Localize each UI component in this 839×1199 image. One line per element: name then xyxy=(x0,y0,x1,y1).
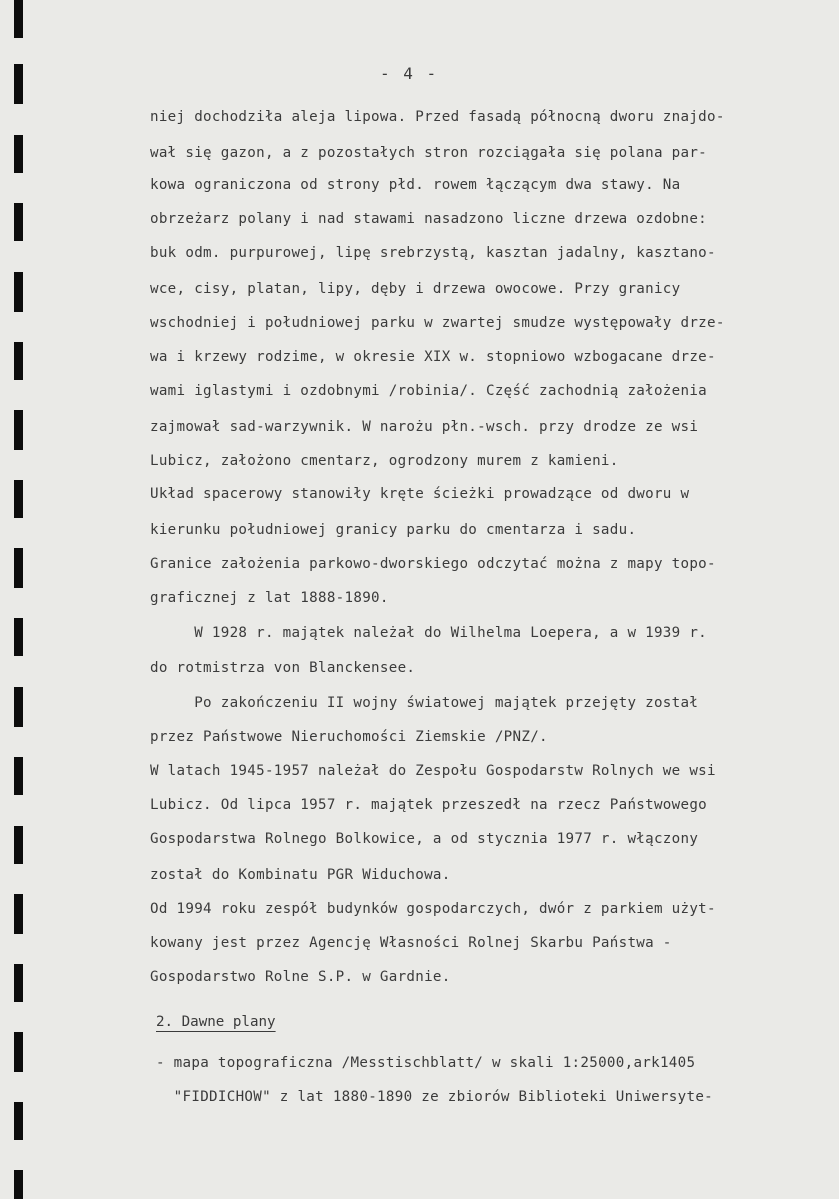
text-line: przez Państwowe Nieruchomości Ziemskie /PNZ/. xyxy=(150,729,548,745)
list-item: "FIDDICHOW" z lat 1880-1890 ze zbiorów Biblioteki Uniwersyte- xyxy=(156,1089,714,1105)
binding-mark xyxy=(14,894,23,934)
text-line: Granice założenia parkowo-dworskiego odczytać można z mapy topo- xyxy=(150,556,716,572)
text-line: kierunku południowej granicy parku do cmentarza i sadu. xyxy=(150,522,637,538)
list-item: - mapa topograficzna /Messtischblatt/ w skali 1:25000,ark1405 xyxy=(156,1055,696,1071)
text-line: W 1928 r. majątek należał do Wilhelma Loepera, a w 1939 r. xyxy=(150,625,708,641)
text-line: wce, cisy, platan, lipy, dęby i drzewa owocowe. Przy granicy xyxy=(150,281,681,297)
binding-mark xyxy=(14,0,23,38)
binding-mark xyxy=(14,964,23,1002)
text-line: wschodniej i południowej parku w zwartej smudze występowały drze- xyxy=(150,315,725,331)
binding-mark xyxy=(14,1032,23,1072)
binding-mark xyxy=(14,1102,23,1140)
binding-mark xyxy=(14,1170,23,1199)
binding-mark xyxy=(14,410,23,450)
text-line: Gospodarstwa Rolnego Bolkowice, a od stycznia 1977 r. włączony xyxy=(150,831,699,847)
text-line: graficznej z lat 1888-1890. xyxy=(150,590,389,606)
text-line: kowa ograniczona od strony płd. rowem łączącym dwa stawy. Na xyxy=(150,177,681,193)
binding-mark xyxy=(14,135,23,173)
binding-mark xyxy=(14,272,23,312)
text-line: buk odm. purpurowej, lipę srebrzystą, kasztan jadalny, kasztano- xyxy=(150,245,716,261)
text-line: Od 1994 roku zespół budynków gospodarczych, dwór z parkiem użyt- xyxy=(150,901,716,917)
section-heading: 2. Dawne plany xyxy=(156,1014,276,1030)
text-line: wał się gazon, a z pozostałych stron rozciągała się polana par- xyxy=(150,145,708,161)
text-line: wa i krzewy rodzime, w okresie XIX w. stopniowo wzbogacane drze- xyxy=(150,349,716,365)
binding-mark xyxy=(14,480,23,518)
text-line: niej dochodziła aleja lipowa. Przed fasadą północną dworu znajdo- xyxy=(150,109,725,125)
text-line: został do Kombinatu PGR Widuchowa. xyxy=(150,867,451,883)
text-line: do rotmistrza von Blanckensee. xyxy=(150,660,416,676)
text-line: obrzeżarz polany i nad stawami nasadzono liczne drzewa ozdobne: xyxy=(150,211,708,227)
text-line: Lubicz. Od lipca 1957 r. majątek przeszedł na rzecz Państwowego xyxy=(150,797,708,813)
page-number: - 4 - xyxy=(380,64,439,83)
binding-mark xyxy=(14,203,23,241)
text-line: Lubicz, założono cmentarz, ogrodzony murem z kamieni. xyxy=(150,453,619,469)
binding-mark xyxy=(14,757,23,795)
text-line: zajmował sad-warzywnik. W narożu płn.-wsch. przy drodze ze wsi xyxy=(150,419,699,435)
binding-mark xyxy=(14,64,23,104)
binding-mark xyxy=(14,548,23,588)
text-line: Gospodarstwo Rolne S.P. w Gardnie. xyxy=(150,969,451,985)
binding-mark xyxy=(14,687,23,727)
text-line: wami iglastymi i ozdobnymi /robinia/. Część zachodnią założenia xyxy=(150,383,708,399)
binding-mark xyxy=(14,826,23,864)
text-line: kowany jest przez Agencję Własności Rolnej Skarbu Państwa - xyxy=(150,935,672,951)
binding-mark xyxy=(14,618,23,656)
text-line: Po zakończeniu II wojny światowej majątek przejęty został xyxy=(150,695,699,711)
binding-mark xyxy=(14,342,23,380)
text-line: W latach 1945-1957 należał do Zespołu Gospodarstw Rolnych we wsi xyxy=(150,763,716,779)
text-line: Układ spacerowy stanowiły kręte ścieżki prowadzące od dworu w xyxy=(150,486,690,502)
